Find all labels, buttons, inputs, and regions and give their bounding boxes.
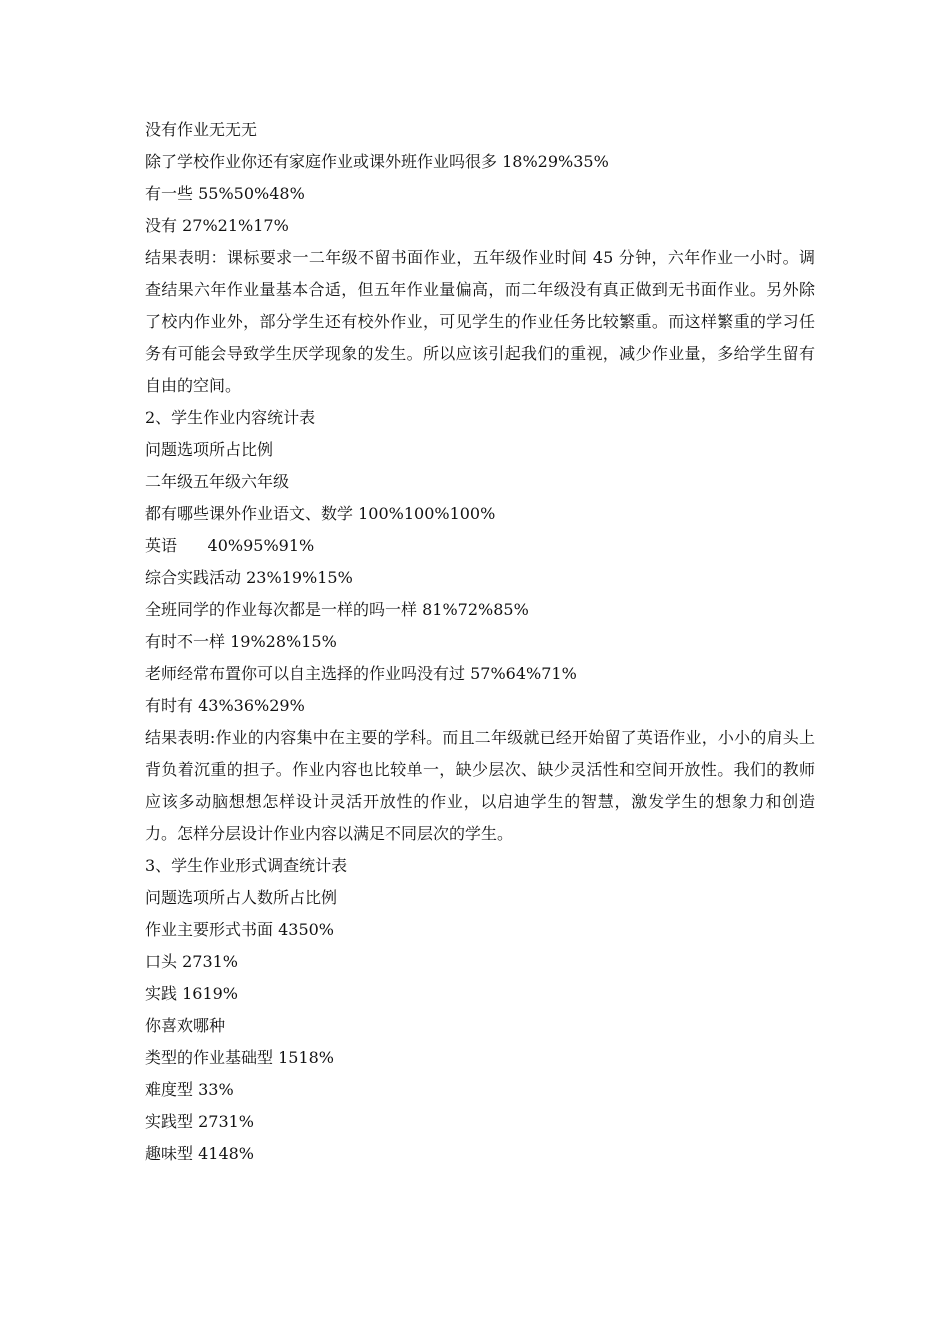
text-line: 全班同学的作业每次都是一样的吗一样 81%72%85% xyxy=(145,600,529,619)
text-line: 有一些 55%50%48% xyxy=(145,184,305,203)
text-line: 有时不一样 19%28%15% xyxy=(145,632,337,651)
text-line: 趣味型 4148% xyxy=(145,1144,255,1163)
text-line: 除了学校作业你还有家庭作业或课外班作业吗很多 18%29%35% xyxy=(145,152,609,171)
text-line: 你喜欢哪种 xyxy=(145,1016,226,1035)
text-line: 都有哪些课外作业语文、数学 100%100%100% xyxy=(145,504,496,523)
text-line: 实践型 2731% xyxy=(145,1112,255,1131)
text-line: 口头 2731% xyxy=(145,952,239,971)
text-line: 没有作业无无无 xyxy=(145,120,258,139)
text-line: 没有 27%21%17% xyxy=(145,216,289,235)
text-line: 英语 40%95%91% xyxy=(145,536,315,555)
text-line: 问题选项所占比例 xyxy=(145,440,274,459)
text-line: 类型的作业基础型 1518% xyxy=(145,1048,335,1067)
text-line: 难度型 33% xyxy=(145,1080,234,1099)
result-paragraph-1: 结果表明：课标要求一二年级不留书面作业，五年级作业时间 45 分钟，六年作业一小时。调查结果六年作业量基本合适，但五年作业量偏高，而二年级没有真正做到无书面作业。另外除了校内作业外，部分学生还有校外作业，可见学生的作业任务比较繁重。而这样繁重的学习任务有可能会导致学生厌学现象的发生。所以应该引起我们的重视，减少作业量，多给学生留有自由的空间。 xyxy=(145,248,815,395)
text-line: 实践 1619% xyxy=(145,984,239,1003)
text-line: 有时有 43%36%29% xyxy=(145,696,305,715)
text-line: 二年级五年级六年级 xyxy=(145,472,290,491)
section-heading-2: 2、学生作业内容统计表 xyxy=(145,408,316,427)
document-page xyxy=(145,114,815,1170)
result-paragraph-2: 结果表明:作业的内容集中在主要的学科。而且二年级就已经开始留了英语作业，小小的肩头上背负着沉重的担子。作业内容也比较单一，缺少层次、缺少灵活性和空间开放性。我们的教师应该多动脑想想怎样设计灵活开放性的作业，以启迪学生的智慧，激发学生的想象力和创造力。怎样分层设计作业内容以满足不同层次的学生。 xyxy=(145,728,815,843)
text-line: 老师经常布置你可以自主选择的作业吗没有过 57%64%71% xyxy=(145,664,577,683)
section-heading-3: 3、学生作业形式调查统计表 xyxy=(145,856,348,875)
text-line: 综合实践活动 23%19%15% xyxy=(145,568,353,587)
text-line: 作业主要形式书面 4350% xyxy=(145,920,335,939)
text-line: 问题选项所占人数所占比例 xyxy=(145,888,338,907)
